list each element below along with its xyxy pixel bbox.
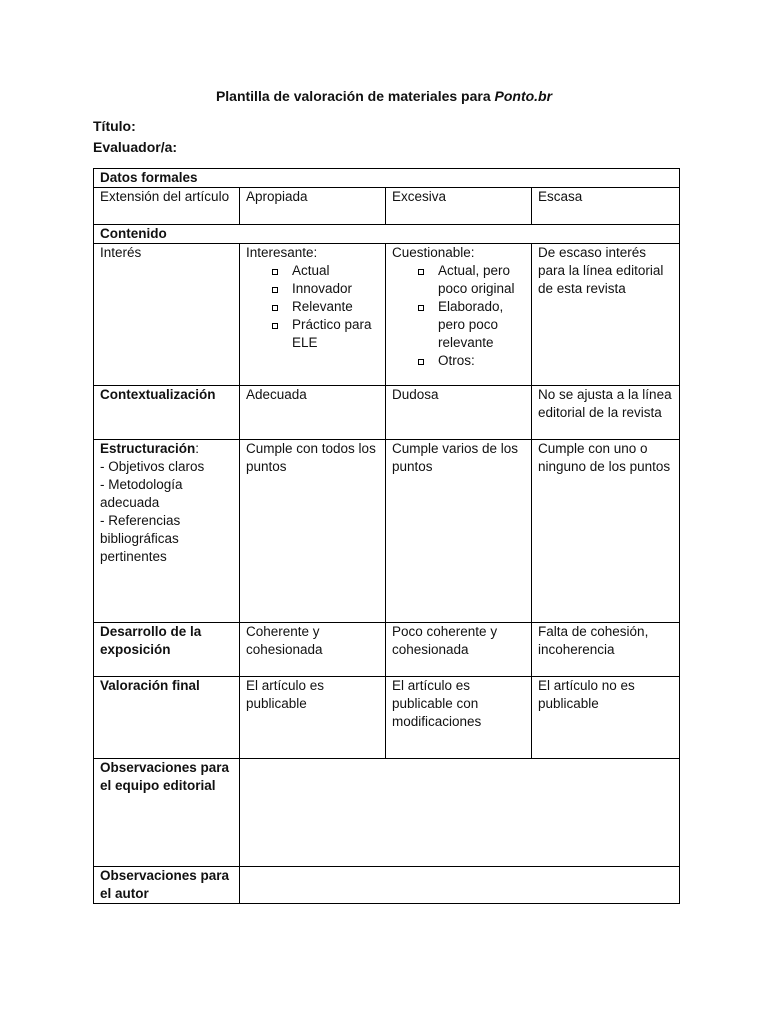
obs-equipo-field[interactable]	[240, 759, 680, 867]
estructuracion-criterion: - Objetivos claros	[100, 459, 205, 474]
row-label-extension: Extensión del artículo	[94, 188, 240, 225]
list-item: Otros:	[416, 352, 525, 370]
valoracion-con-modificaciones: El artículo es publicable con modificaciones	[386, 677, 532, 759]
interes-cuestionable	[386, 244, 532, 386]
table-row	[94, 244, 680, 386]
cuestionable-list	[392, 262, 525, 370]
estructuracion-todos: Cumple con todos los puntos	[240, 440, 386, 623]
extension-apropiada: Apropiada	[240, 188, 386, 225]
contextualizacion-dudosa: Dudosa	[386, 386, 532, 440]
valoracion-publicable: El artículo es publicable	[240, 677, 386, 759]
obs-autor-field[interactable]	[240, 867, 680, 904]
list-item: Relevante	[270, 298, 379, 316]
estructuracion-criterion: - Referencias bibliográficas pertinentes	[100, 513, 181, 564]
interes-escaso: De escaso interés para la línea editorial de esta revista	[532, 244, 680, 386]
contextualizacion-adecuada: Adecuada	[240, 386, 386, 440]
section-datos-formales: Datos formales	[94, 169, 680, 188]
cuestionable-heading: Cuestionable:	[392, 245, 475, 260]
table-row	[94, 440, 680, 623]
interesante-list	[246, 262, 379, 352]
table-row	[94, 188, 680, 225]
extension-escasa: Escasa	[532, 188, 680, 225]
document-title	[0, 88, 768, 104]
list-item: Elaborado, pero poco relevante	[416, 298, 525, 352]
row-label-contextualizacion: Contextualización	[94, 386, 240, 440]
interesante-heading: Interesante:	[246, 245, 318, 260]
estructuracion-colon: :	[195, 441, 200, 456]
document-title-main: Plantilla de valoración de materiales para	[215, 88, 495, 104]
evaluador-label: Evaluador/a:	[93, 139, 178, 155]
interes-interesante	[240, 244, 386, 386]
estructuracion-heading: Estructuración	[100, 441, 196, 456]
list-item: Práctico para ELE	[270, 316, 379, 352]
valoracion-no-publicable: El artículo no es publicable	[532, 677, 680, 759]
estructuracion-criterion: - Metodología adecuada	[100, 477, 183, 510]
desarrollo-incoherencia: Falta de cohesión, incoherencia	[532, 623, 680, 677]
contextualizacion-no-se-ajusta: No se ajusta a la línea editorial de la revista	[532, 386, 680, 440]
titulo-label: Título:	[93, 118, 136, 134]
row-label-obs-equipo: Observaciones para el equipo editorial	[94, 759, 240, 867]
list-item: Actual, pero poco original	[416, 262, 525, 298]
row-label-interes: Interés	[94, 244, 240, 386]
estructuracion-varios: Cumple varios de los puntos	[386, 440, 532, 623]
table-row	[94, 867, 680, 904]
table-row	[94, 169, 680, 188]
table-row	[94, 759, 680, 867]
row-label-desarrollo: Desarrollo de la exposición	[94, 623, 240, 677]
list-item: Innovador	[270, 280, 379, 298]
desarrollo-coherente: Coherente y cohesionada	[240, 623, 386, 677]
extension-excesiva: Excesiva	[386, 188, 532, 225]
row-label-obs-autor: Observaciones para el autor	[94, 867, 240, 904]
evaluation-table	[93, 168, 680, 904]
section-contenido: Contenido	[94, 225, 680, 244]
desarrollo-poco-coherente: Poco coherente y cohesionada	[386, 623, 532, 677]
table-row	[94, 225, 680, 244]
table-row	[94, 386, 680, 440]
list-item: Actual	[270, 262, 379, 280]
table-row	[94, 623, 680, 677]
table-row	[94, 677, 680, 759]
estructuracion-ninguno: Cumple con uno o ninguno de los puntos	[532, 440, 680, 623]
document-title-journal: Ponto.br	[494, 88, 553, 104]
row-label-estructuracion	[94, 440, 240, 623]
row-label-valoracion-final: Valoración final	[94, 677, 240, 759]
